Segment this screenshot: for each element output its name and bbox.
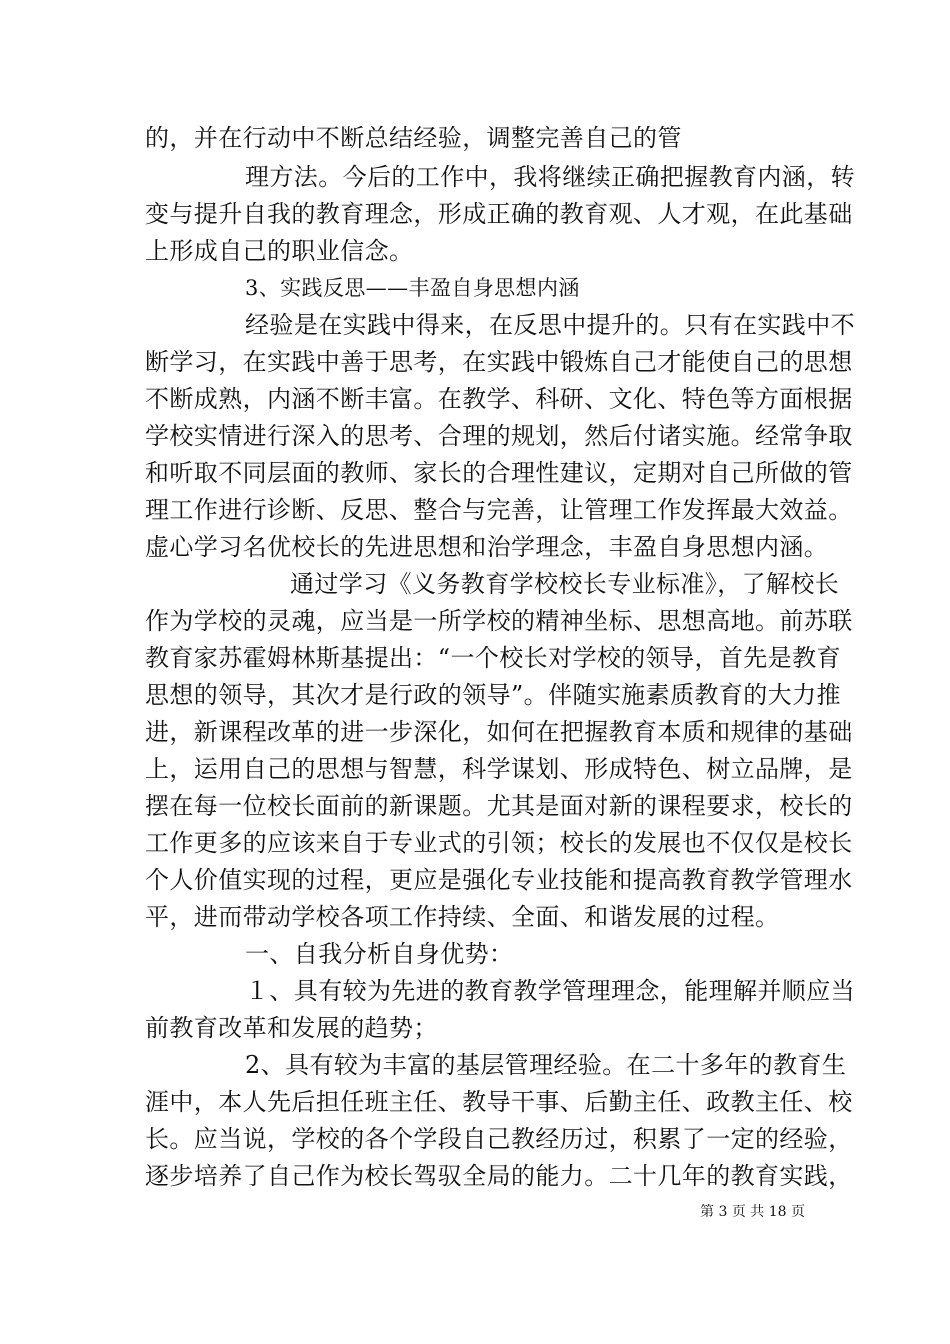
text-line: 作为学校的灵魂，应当是一所学校的精神坐标、思想高地。前苏联 bbox=[145, 607, 853, 635]
text-line: 思想的领导，其次才是行政的领导”。伴随实施素质教育的大力推 bbox=[145, 681, 841, 709]
text-line: 上，运用自己的思想与智慧，科学谋划、形成特色、树立品牌，是 bbox=[145, 755, 853, 783]
text-line: 前教育改革和发展的趋势； bbox=[145, 1014, 438, 1042]
text-line: 进，新课程改革的进一步深化，如何在把握教育本质和规律的基础 bbox=[145, 718, 853, 746]
text-line: 理方法。今后的工作中，我将继续正确把握教育内涵，转 bbox=[245, 163, 855, 191]
text-line: 平，进而带动学校各项工作持续、全面、和谐发展的过程。 bbox=[145, 903, 780, 931]
page-number-footer: 第 3 页 共 18 页 bbox=[700, 1204, 805, 1220]
text-line: 上形成自己的职业信念。 bbox=[145, 237, 414, 265]
text-line: 教育家苏霍姆林斯基提出：“一个校长对学校的领导，首先是教育 bbox=[145, 644, 841, 672]
text-line: 学校实情进行深入的思考、合理的规划，然后付诸实施。经常争取 bbox=[145, 422, 853, 450]
text-line: 逐步培养了自己作为校长驾驭全局的能力。二十几年的教育实践， bbox=[145, 1162, 853, 1190]
text-line: 工作更多的应该来自于专业式的引领；校长的发展也不仅仅是校长 bbox=[145, 829, 853, 857]
section-heading: 3、实践反思——丰盈自身思想内涵 bbox=[245, 276, 580, 300]
text-line: 的，并在行动中不断总结经验，调整完善自己的管 bbox=[145, 124, 682, 152]
text-line: 不断成熟，内涵不断丰富。在教学、科研、文化、特色等方面根据 bbox=[145, 385, 853, 413]
text-line: 摆在每一位校长面前的新课题。尤其是面对新的课程要求，校长的 bbox=[145, 792, 853, 820]
section-heading: 一、自我分析自身优势： bbox=[245, 940, 514, 968]
text-line: 个人价值实现的过程，更应是强化专业技能和提高教育教学管理水 bbox=[145, 866, 853, 894]
text-line: 变与提升自我的教育理念，形成正确的教育观、人才观，在此基础 bbox=[145, 200, 853, 228]
text-line: 通过学习《义务教育学校校长专业标准》，了解校长 bbox=[290, 570, 840, 598]
text-line: 经验是在实践中得来，在反思中提升的。只有在实践中不 bbox=[245, 311, 855, 339]
text-line: 和听取不同层面的教师、家长的合理性建议，定期对自己所做的管 bbox=[145, 459, 853, 487]
text-line: １、具有较为先进的教育教学管理理念，能理解并顺应当 bbox=[245, 977, 855, 1005]
text-line: 2、具有较为丰富的基层管理经验。在二十多年的教育生 bbox=[245, 1051, 847, 1079]
text-line: 断学习，在实践中善于思考，在实践中锻炼自己才能使自己的思想 bbox=[145, 348, 853, 376]
text-line: 理工作进行诊断、反思、整合与完善，让管理工作发挥最大效益。 bbox=[145, 496, 853, 524]
text-line: 虚心学习名优校长的先进思想和治学理念，丰盈自身思想内涵。 bbox=[145, 533, 829, 561]
text-line: 长。应当说，学校的各个学段自己教经历过，积累了一定的经验， bbox=[145, 1125, 853, 1153]
text-line: 涯中，本人先后担任班主任、教导干事、后勤主任、政教主任、校 bbox=[145, 1088, 853, 1116]
